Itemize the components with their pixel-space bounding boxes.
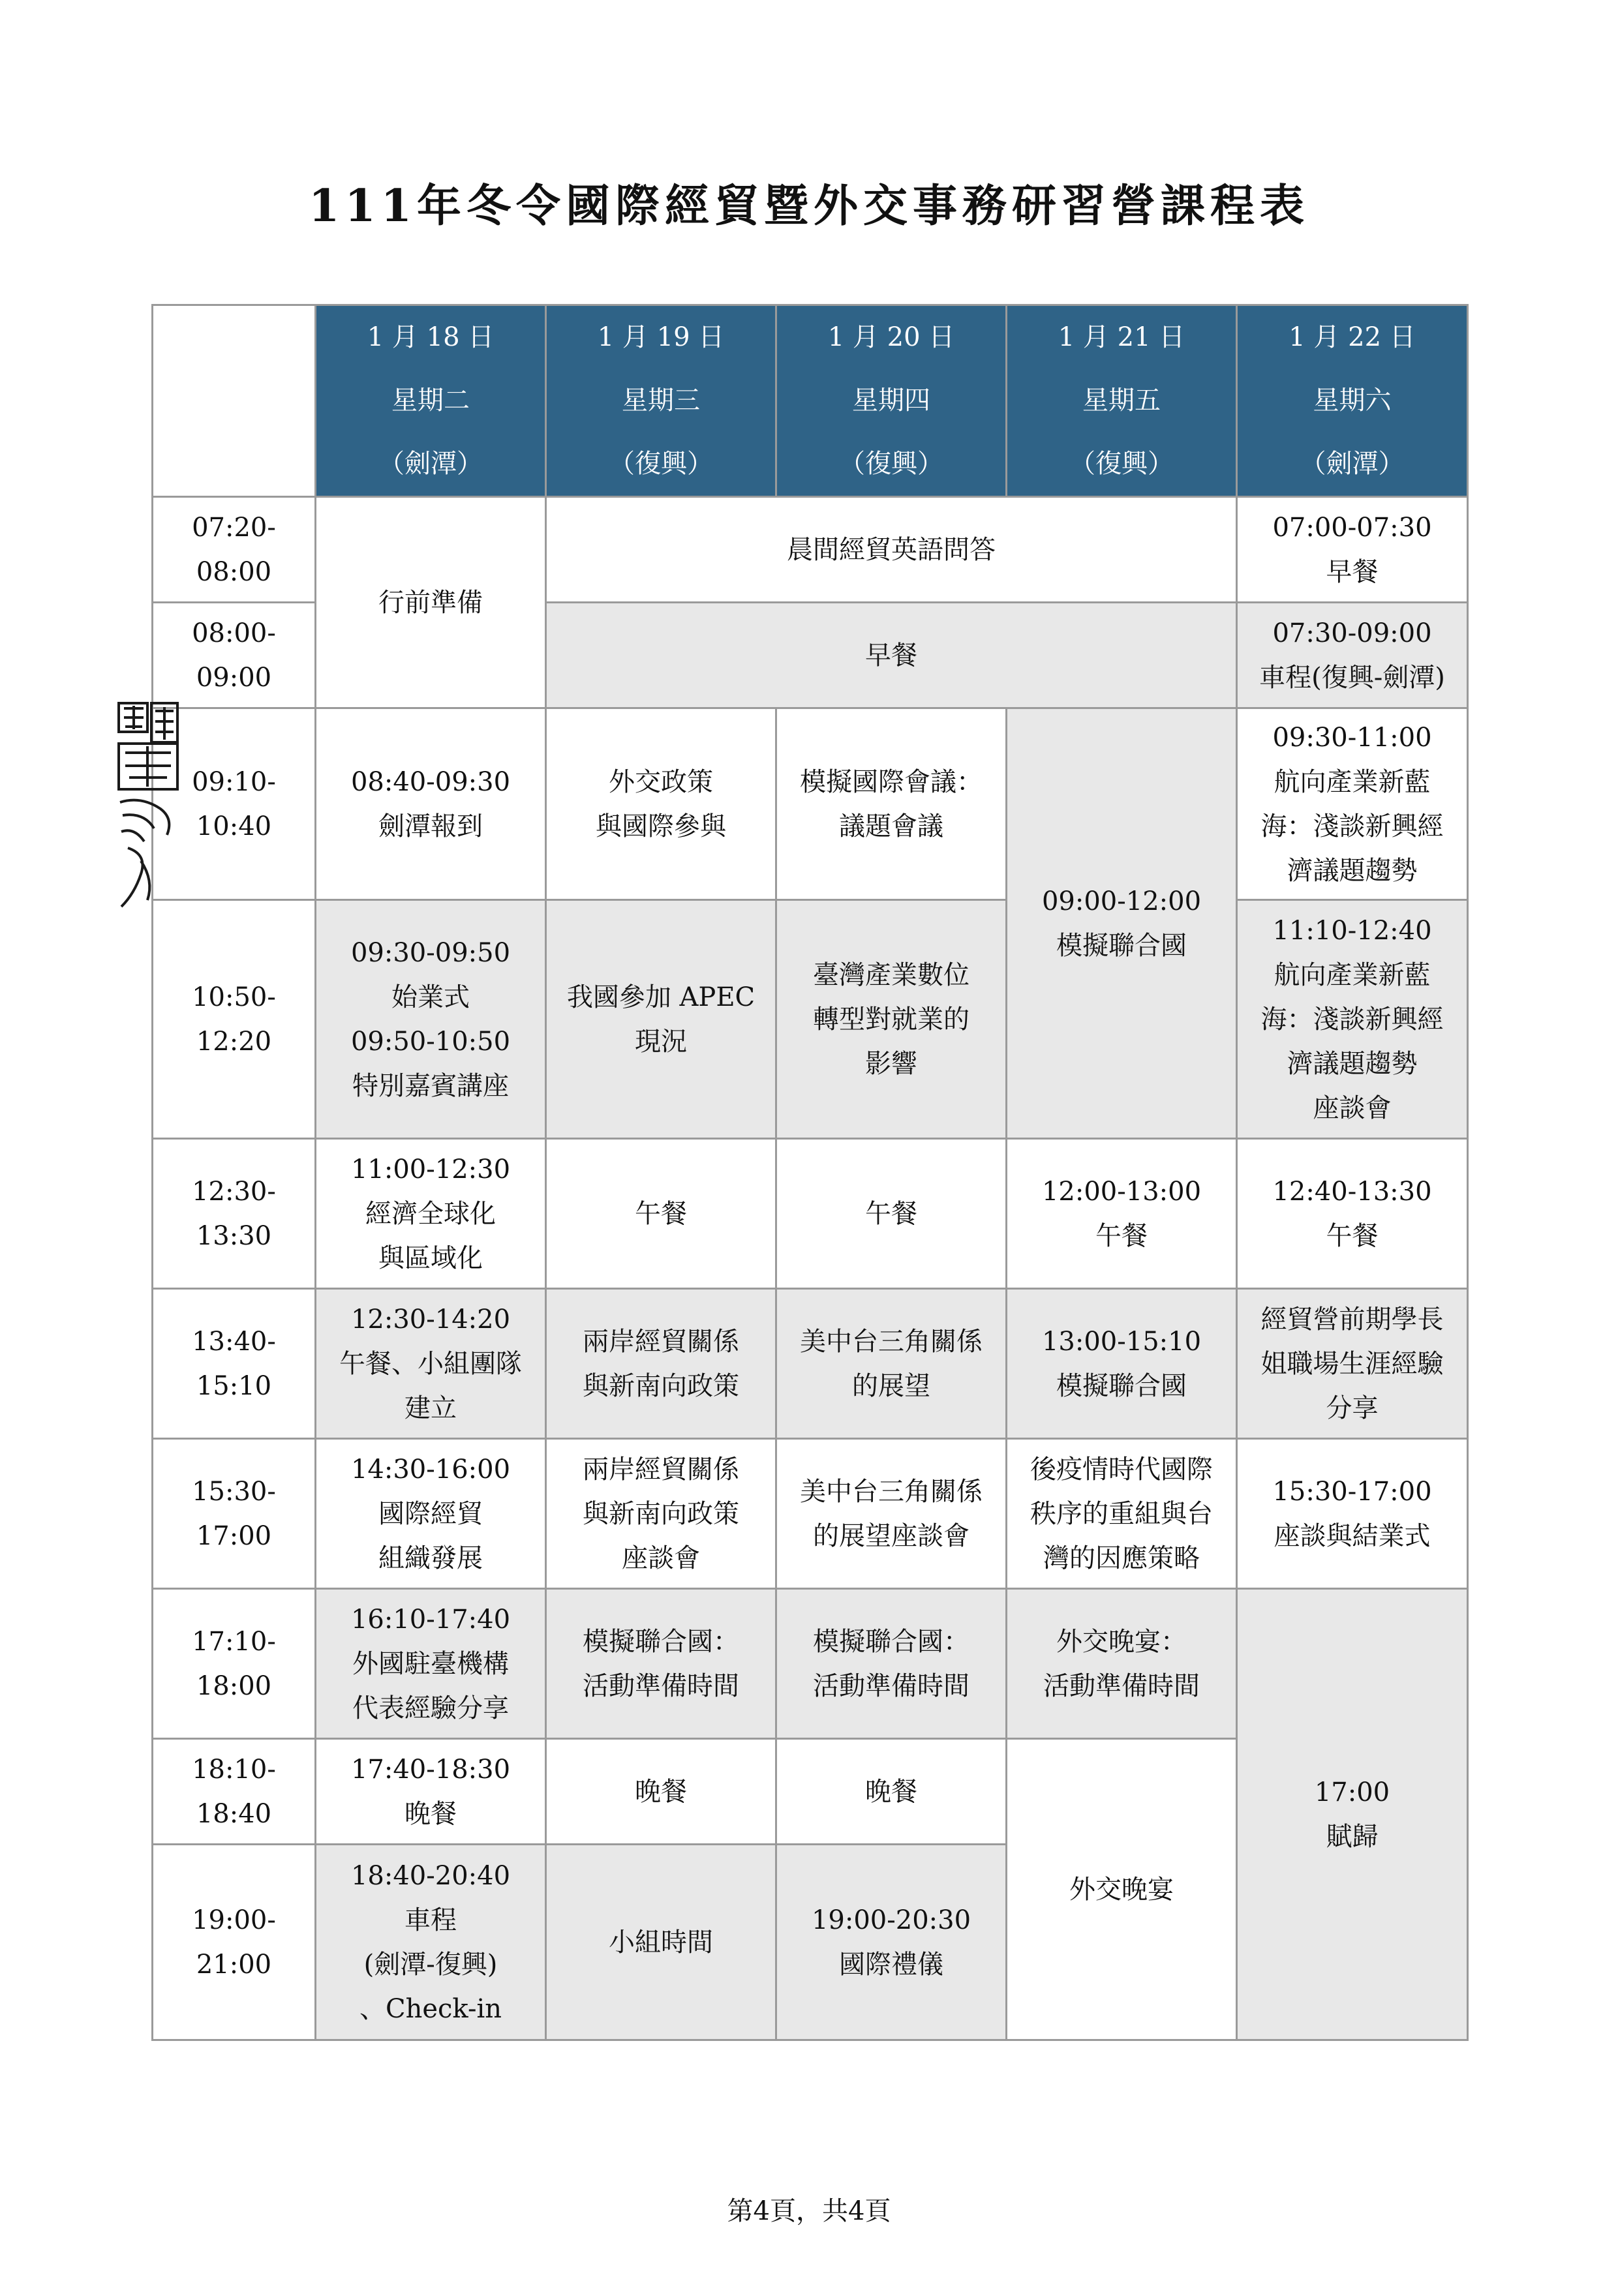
time-cell: 18:10-18:40 bbox=[153, 1739, 316, 1845]
day-header-2: 1 月 19 日 星期三 （復興） bbox=[546, 305, 776, 497]
session-cell: 19:00-20:30 國際禮儀 bbox=[776, 1845, 1007, 2040]
session-cell: 12:00-13:00 午餐 bbox=[1007, 1139, 1237, 1289]
time-cell: 10:50-12:20 bbox=[153, 900, 316, 1139]
session-cell: 07:30-09:00 車程(復興-劍潭) bbox=[1237, 603, 1468, 708]
day-header-1: 1 月 18 日 星期二 （劍潭） bbox=[316, 305, 546, 497]
session-cell: 美中台三角關係 的展望座談會 bbox=[776, 1439, 1007, 1589]
day-header-3: 1 月 20 日 星期四 （復興） bbox=[776, 305, 1007, 497]
table-row bbox=[153, 1139, 1468, 1289]
time-cell: 09:10-10:40 bbox=[153, 708, 316, 900]
page-title: 111年冬令國際經貿暨外交事務研習營課程表 bbox=[309, 180, 1309, 232]
session-cell: 外交政策 與國際參與 bbox=[546, 708, 776, 900]
session-cell: 11:00-12:30 經濟全球化 與區域化 bbox=[316, 1139, 546, 1289]
session-cell: 14:30-16:00 國際經貿 組織發展 bbox=[316, 1439, 546, 1589]
time-cell: 12:30-13:30 bbox=[153, 1139, 316, 1289]
session-cell: 外交晚宴 bbox=[1007, 1739, 1237, 2040]
session-cell: 15:30-17:00 座談與結業式 bbox=[1237, 1439, 1468, 1589]
session-cell: 17:00 賦歸 bbox=[1237, 1589, 1468, 2040]
session-cell: 18:40-20:40 車程 (劍潭-復興) 、Check-in bbox=[316, 1845, 546, 2040]
time-cell: 15:30-17:00 bbox=[153, 1439, 316, 1589]
session-cell: 模擬聯合國： 活動準備時間 bbox=[546, 1589, 776, 1739]
day-header-5: 1 月 22 日 星期六 （劍潭） bbox=[1237, 305, 1468, 497]
session-cell: 07:00-07:30 早餐 bbox=[1237, 497, 1468, 603]
session-cell: 經貿營前期學長 姐職場生涯經驗 分享 bbox=[1237, 1289, 1468, 1439]
time-cell: 19:00-21:00 bbox=[153, 1845, 316, 2040]
session-cell: 外交晚宴： 活動準備時間 bbox=[1007, 1589, 1237, 1739]
time-cell: 13:40-15:10 bbox=[153, 1289, 316, 1439]
page-footer: 第4頁，共4頁 bbox=[727, 2196, 891, 2226]
time-cell: 07:20-08:00 bbox=[153, 497, 316, 603]
session-cell: 美中台三角關係 的展望 bbox=[776, 1289, 1007, 1439]
session-cell: 小組時間 bbox=[546, 1845, 776, 2040]
time-cell: 17:10-18:00 bbox=[153, 1589, 316, 1739]
session-cell: 兩岸經貿關係 與新南向政策 座談會 bbox=[546, 1439, 776, 1589]
session-cell: 09:00-12:00 模擬聯合國 bbox=[1007, 708, 1237, 1139]
time-cell: 08:00-09:00 bbox=[153, 603, 316, 708]
session-cell: 行前準備 bbox=[316, 497, 546, 708]
table-row bbox=[153, 1439, 1468, 1589]
session-cell: 模擬國際會議： 議題會議 bbox=[776, 708, 1007, 900]
table-row bbox=[153, 708, 1468, 900]
header-row bbox=[153, 305, 1468, 497]
session-cell: 兩岸經貿關係 與新南向政策 bbox=[546, 1289, 776, 1439]
session-cell: 13:00-15:10 模擬聯合國 bbox=[1007, 1289, 1237, 1439]
session-cell: 09:30-09:50 始業式 09:50-10:50 特別嘉賓講座 bbox=[316, 900, 546, 1139]
session-cell: 臺灣產業數位 轉型對就業的 影響 bbox=[776, 900, 1007, 1139]
table-row bbox=[153, 497, 1468, 603]
session-cell: 12:40-13:30 午餐 bbox=[1237, 1139, 1468, 1289]
session-cell: 晚餐 bbox=[546, 1739, 776, 1845]
session-cell: 模擬聯合國： 活動準備時間 bbox=[776, 1589, 1007, 1739]
session-cell: 17:40-18:30 晚餐 bbox=[316, 1739, 546, 1845]
session-cell: 晨間經貿英語問答 bbox=[546, 497, 1237, 603]
session-cell: 午餐 bbox=[776, 1139, 1007, 1289]
table-row bbox=[153, 900, 1468, 1139]
session-cell: 午餐 bbox=[546, 1139, 776, 1289]
session-cell: 12:30-14:20 午餐、小組團隊 建立 bbox=[316, 1289, 546, 1439]
session-cell: 16:10-17:40 外國駐臺機構 代表經驗分享 bbox=[316, 1589, 546, 1739]
session-cell: 後疫情時代國際 秩序的重組與台 灣的因應策略 bbox=[1007, 1439, 1237, 1589]
table-row bbox=[153, 1289, 1468, 1439]
corner-cell bbox=[153, 305, 316, 497]
day-header-4: 1 月 21 日 星期五 （復興） bbox=[1007, 305, 1237, 497]
session-cell: 早餐 bbox=[546, 603, 1237, 708]
session-cell: 09:30-11:00 航向產業新藍 海：淺談新興經 濟議題趨勢 bbox=[1237, 708, 1468, 900]
seal-stamp-icon bbox=[115, 698, 183, 913]
session-cell: 08:40-09:30 劍潭報到 bbox=[316, 708, 546, 900]
schedule-table bbox=[151, 304, 1469, 2041]
session-cell: 11:10-12:40 航向產業新藍 海：淺談新興經 濟議題趨勢 座談會 bbox=[1237, 900, 1468, 1139]
table-row bbox=[153, 1589, 1468, 1739]
session-cell: 我國參加 APEC 現況 bbox=[546, 900, 776, 1139]
session-cell: 晚餐 bbox=[776, 1739, 1007, 1845]
